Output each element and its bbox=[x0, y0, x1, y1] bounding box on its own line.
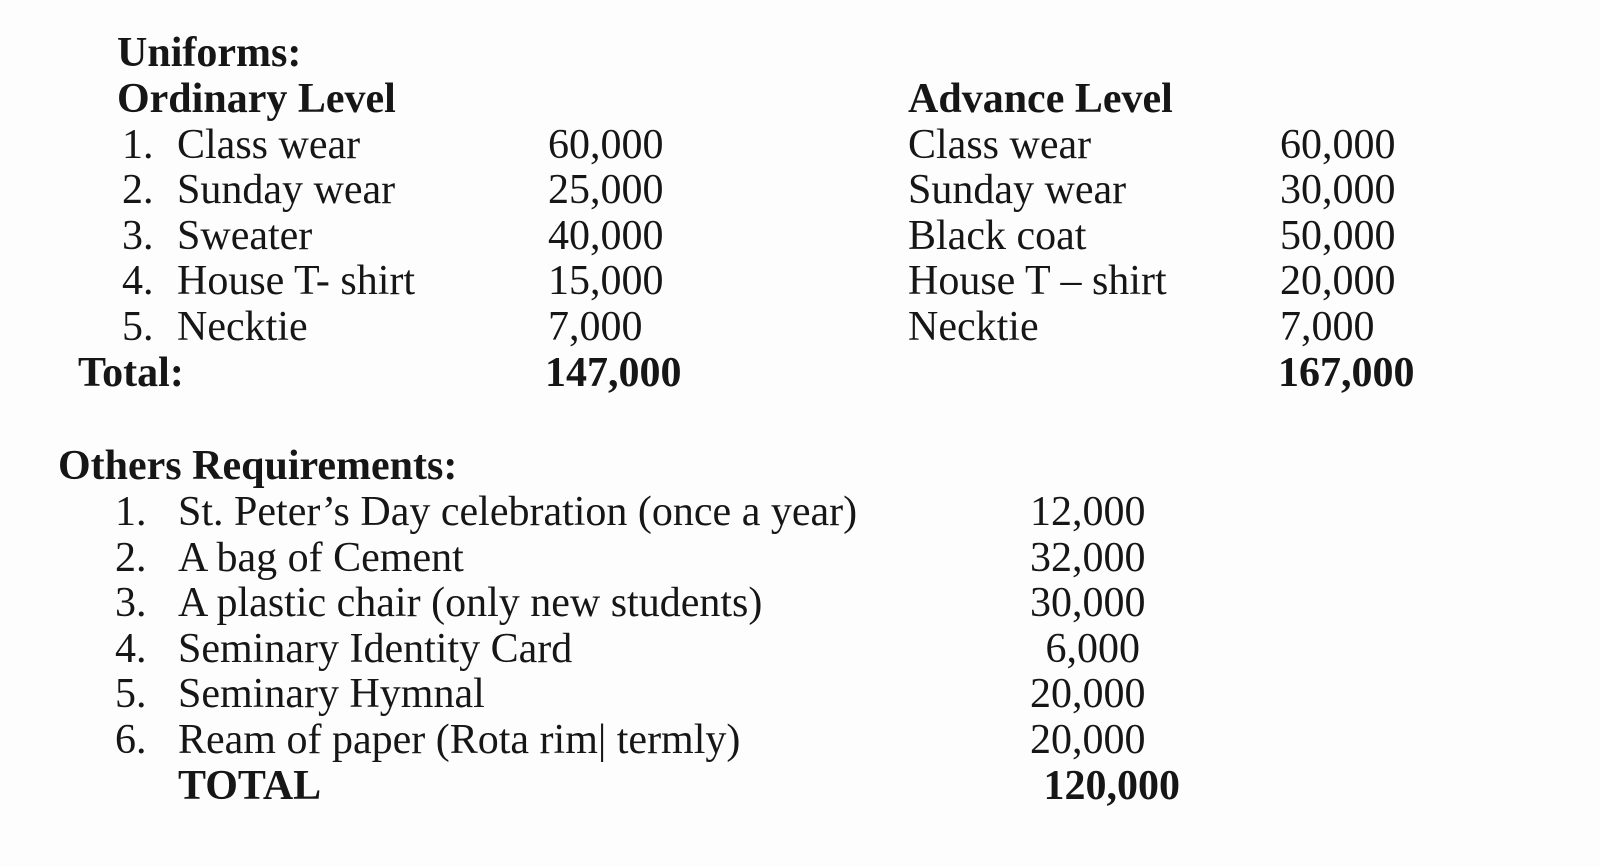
others-item-label: Seminary Identity Card bbox=[178, 626, 573, 672]
uniform-row-2 bbox=[0, 167, 1600, 213]
uniform-row-4 bbox=[0, 258, 1600, 304]
ordinary-item-amount: 15,000 bbox=[548, 258, 664, 304]
others-row-2 bbox=[0, 535, 1600, 581]
others-row-3 bbox=[0, 580, 1600, 626]
ordinary-item-number: 4. bbox=[122, 258, 154, 304]
uniforms-total-row bbox=[0, 350, 1600, 396]
others-item-amount: 30,000 bbox=[1030, 580, 1146, 626]
others-item-label: A bag of Cement bbox=[178, 535, 464, 581]
level-headings-row bbox=[0, 76, 1600, 122]
others-item-amount: 32,000 bbox=[1030, 535, 1146, 581]
others-total-amount: 120,000 bbox=[1043, 763, 1180, 809]
others-item-label: A plastic chair (only new students) bbox=[178, 580, 763, 626]
ordinary-item-number: 1. bbox=[122, 122, 154, 168]
others-item-number: 5. bbox=[115, 671, 147, 717]
ordinary-item-amount: 60,000 bbox=[548, 122, 664, 168]
others-item-amount: 20,000 bbox=[1030, 717, 1146, 763]
others-item-amount: 12,000 bbox=[1030, 489, 1146, 535]
ordinary-item-amount: 25,000 bbox=[548, 167, 664, 213]
ordinary-item-number: 5. bbox=[122, 304, 154, 350]
others-total-row bbox=[0, 763, 1600, 809]
uniform-row-3 bbox=[0, 213, 1600, 259]
others-row-1 bbox=[0, 489, 1600, 535]
ordinary-item-number: 2. bbox=[122, 167, 154, 213]
others-item-label: Seminary Hymnal bbox=[178, 671, 485, 717]
others-row-6 bbox=[0, 717, 1600, 763]
others-row-4 bbox=[0, 626, 1600, 672]
uniform-row-5 bbox=[0, 304, 1600, 350]
others-item-amount: 6,000 bbox=[1045, 626, 1140, 672]
ordinary-item-number: 3. bbox=[122, 213, 154, 259]
ordinary-item-label: Sweater bbox=[177, 213, 313, 259]
others-item-number: 3. bbox=[115, 580, 147, 626]
advance-item-amount: 30,000 bbox=[1280, 167, 1396, 213]
advance-item-label: Necktie bbox=[908, 304, 1039, 350]
advance-level-heading: Advance Level bbox=[908, 76, 1173, 122]
uniform-row-1 bbox=[0, 122, 1600, 168]
others-item-number: 4. bbox=[115, 626, 147, 672]
ordinary-item-label: Necktie bbox=[177, 304, 308, 350]
others-item-amount: 20,000 bbox=[1030, 671, 1146, 717]
ordinary-level-heading: Ordinary Level bbox=[117, 76, 396, 122]
others-heading: Others Requirements: bbox=[58, 443, 458, 489]
advance-item-label: Class wear bbox=[908, 122, 1092, 168]
advance-item-amount: 50,000 bbox=[1280, 213, 1396, 259]
ordinary-item-label: Class wear bbox=[177, 122, 361, 168]
advance-item-label: House T – shirt bbox=[908, 258, 1167, 304]
ordinary-item-label: Sunday wear bbox=[177, 167, 396, 213]
others-item-label: St. Peter’s Day celebration (once a year) bbox=[178, 489, 858, 535]
advance-item-amount: 7,000 bbox=[1280, 304, 1375, 350]
others-total-label: TOTAL bbox=[178, 763, 322, 809]
advance-total-amount: 167,000 bbox=[1278, 350, 1415, 396]
others-item-number: 2. bbox=[115, 535, 147, 581]
others-item-number: 1. bbox=[115, 489, 147, 535]
ordinary-item-label: House T- shirt bbox=[177, 258, 416, 304]
advance-item-amount: 20,000 bbox=[1280, 258, 1396, 304]
others-item-number: 6. bbox=[115, 717, 147, 763]
advance-item-amount: 60,000 bbox=[1280, 122, 1396, 168]
others-row-5 bbox=[0, 671, 1600, 717]
ordinary-total-label: Total: bbox=[78, 350, 184, 396]
advance-item-label: Sunday wear bbox=[908, 167, 1127, 213]
uniforms-section-heading-row bbox=[0, 30, 1600, 76]
uniforms-heading: Uniforms: bbox=[117, 30, 302, 76]
advance-item-label: Black coat bbox=[908, 213, 1087, 259]
ordinary-item-amount: 40,000 bbox=[548, 213, 664, 259]
others-section-heading-row bbox=[0, 443, 1600, 489]
ordinary-total-amount: 147,000 bbox=[545, 350, 682, 396]
others-item-label: Ream of paper (Rota rim| termly) bbox=[178, 717, 741, 763]
ordinary-item-amount: 7,000 bbox=[548, 304, 643, 350]
